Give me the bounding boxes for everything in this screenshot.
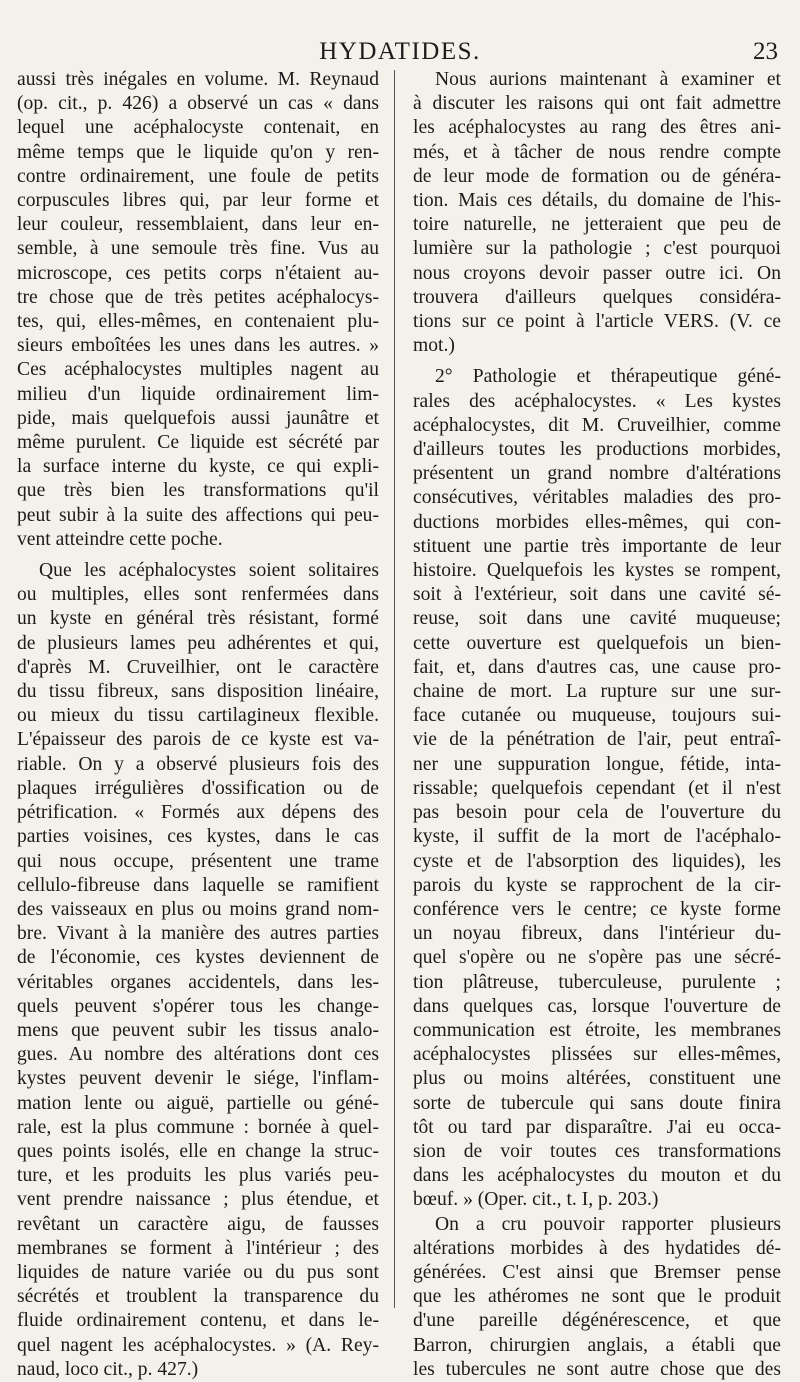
text-line: mens que peuvent subir les tissus analo- bbox=[17, 1019, 379, 1041]
text-line: dans les acéphalocystes du mouton et du bbox=[413, 1165, 781, 1187]
text-line: chaine de mort. La rupture sur une sur- bbox=[413, 681, 781, 703]
text-line: Barron, chirurgien anglais, a établi que bbox=[413, 1334, 781, 1356]
text-line: d'une pareille dégénérescence, et que bbox=[413, 1310, 781, 1332]
text-line: leur couleur, ressemblaient, dans leur en- bbox=[17, 214, 379, 236]
text-line: qui nous occupe, présentent une trame bbox=[17, 850, 379, 872]
text-line: peut subir à la suite des affections qui peu- bbox=[17, 504, 379, 526]
text-line: naud, loco cit., p. 427.) bbox=[17, 1358, 199, 1380]
text-line: altérations morbides à des hydatides dé- bbox=[413, 1237, 781, 1259]
text-line: ner une suppuration longue, fétide, inta- bbox=[413, 753, 781, 775]
text-line: fait, et, dans d'autres cas, une cause pro- bbox=[413, 656, 781, 678]
text-line: dans quelques cas, lorsque l'ouverture de bbox=[413, 995, 781, 1017]
text-line: plaques irrégulières d'ossification ou de bbox=[17, 777, 379, 799]
text-line: semble, à une semoule très fine. Vus au bbox=[17, 238, 379, 260]
text-line: d'après M. Cruveilhier, ont le caractère bbox=[17, 656, 379, 678]
text-line: la surface interne du kyste, ce qui expli- bbox=[17, 456, 379, 478]
text-line: kyste, il suffit de la mort de l'acéphalo- bbox=[413, 826, 781, 848]
text-line: du tissu fibreux, sans disposition linéaire, bbox=[17, 681, 379, 703]
text-line: d'ailleurs toutes les productions morbides, bbox=[413, 439, 781, 461]
text-line: microscope, ces petits corps n'étaient au- bbox=[17, 262, 379, 284]
text-line: tion plâtreuse, tuberculeuse, purulente ; bbox=[413, 971, 781, 993]
text-line: parties voisines, ces kystes, dans le cas bbox=[17, 826, 379, 848]
text-line: cellulo-fibreuse dans laquelle se ramifient bbox=[17, 874, 379, 896]
text-line: plus ou moins altérées, constituent une bbox=[413, 1068, 781, 1090]
text-line: milieu d'un liquide ordinairement lim- bbox=[17, 383, 379, 405]
text-line: vent prendre naissance ; plus étendue, et bbox=[17, 1189, 379, 1211]
column-divider bbox=[394, 70, 395, 1308]
text-line: de l'économie, ces kystes deviennent de bbox=[17, 947, 379, 969]
text-line: nous croyons devoir passer outre ici. On bbox=[413, 262, 781, 284]
text-line: des vaisseaux en plus ou moins grand nom- bbox=[17, 898, 379, 920]
text-line: lequel une acéphalocyste contenait, en bbox=[17, 117, 379, 139]
text-line: acéphalocystes, dit M. Cruveilhier, comme bbox=[413, 414, 781, 436]
text-line: corpuscules libres qui, par leur forme et bbox=[17, 190, 379, 212]
text-line: revêtant un caractère aigu, de fausses bbox=[17, 1213, 379, 1235]
text-line: sécrétés et troublent la transparence du bbox=[17, 1286, 379, 1308]
text-line: bœuf. » (Oper. cit., t. I, p. 203.) bbox=[413, 1189, 659, 1211]
text-line: parois du kyste se rapprochent de la cir- bbox=[413, 874, 781, 896]
text-line: rale, est la plus commune : bornée à quel- bbox=[17, 1116, 379, 1138]
text-line: face cutanée ou muqueuse, toujours sui- bbox=[413, 705, 781, 727]
text-line: ture, et les produits les plus variés peu- bbox=[17, 1165, 379, 1187]
text-line: tion. Mais ces détails, du domaine de l'his- bbox=[413, 190, 781, 212]
text-line: riable. On y a observé plusieurs fois des bbox=[17, 753, 379, 775]
text-line: que les athéromes ne sont que le produit bbox=[413, 1286, 781, 1308]
text-line: aussi très inégales en volume. M. Reynaud bbox=[17, 69, 379, 90]
text-line: même temps que le liquide qu'on y ren- bbox=[17, 141, 379, 163]
text-line: un kyste en général très résistant, formé bbox=[17, 608, 379, 630]
page-number: 23 bbox=[753, 38, 778, 65]
text-line: més, et à tâcher de nous rendre compte bbox=[413, 141, 781, 163]
text-line: pas besoin pour cela de l'ouverture du bbox=[413, 802, 781, 824]
text-line: fluide ordinairement contenu, et dans le- bbox=[17, 1310, 379, 1332]
text-line: de leur mode de formation ou de généra- bbox=[413, 165, 781, 187]
text-line: ou mieux du tissu cartilagineux flexible. bbox=[17, 705, 379, 727]
text-line: bre. Vivant à la manière des autres parties bbox=[17, 923, 379, 945]
text-line: gues. Au nombre des altérations dont ces bbox=[17, 1044, 379, 1066]
text-line: tes, qui, elles-mêmes, en contenaient plu- bbox=[17, 311, 379, 333]
text-line: trouvera d'ailleurs quelques considéra- bbox=[413, 286, 781, 308]
text-line: stituent une partie très importante de leur bbox=[413, 535, 781, 557]
text-line: reuse, soit dans une cavité muqueuse; bbox=[413, 608, 781, 630]
text-line: même purulent. Ce liquide est sécrété par bbox=[17, 432, 379, 454]
text-line: 2° Pathologie et thérapeutique géné- bbox=[435, 366, 781, 388]
right-column bbox=[413, 68, 781, 1382]
text-line: acéphalocystes plissées sur elles-mêmes, bbox=[413, 1044, 781, 1066]
text-line: ductions morbides elles-mêmes, qui con- bbox=[413, 511, 781, 533]
text-line: ques points isolés, elle en change la struc- bbox=[17, 1140, 379, 1162]
text-line: Ces acéphalocystes multiples nagent au bbox=[17, 359, 379, 381]
text-line: sion de voir toutes ces transformations bbox=[413, 1140, 781, 1162]
text-line: communication est étroite, les membranes bbox=[413, 1019, 781, 1041]
text-line: Que les acéphalocystes soient solitaires bbox=[39, 560, 379, 582]
left-column bbox=[17, 68, 379, 1382]
text-line: rales des acéphalocystes. « Les kystes bbox=[413, 390, 781, 412]
text-line: contre ordinairement, une foule de petits bbox=[17, 165, 379, 187]
text-line: lumière sur la pathologie ; c'est pourquoi bbox=[413, 238, 781, 260]
text-line: quels peuvent s'opérer tous les change- bbox=[17, 995, 379, 1017]
text-line: On a cru pouvoir rapporter plusieurs bbox=[435, 1213, 781, 1235]
text-line: tre chose que de très petites acéphalocys- bbox=[17, 286, 379, 308]
text-line: présentent un grand nombre d'altérations bbox=[413, 463, 781, 485]
text-line: générées. C'est ainsi que Bremser pense bbox=[413, 1261, 781, 1283]
text-line: (op. cit., p. 426) a observé un cas « dans bbox=[17, 93, 379, 115]
text-line: pide, mais quelquefois aussi jaunâtre et bbox=[17, 407, 379, 429]
text-line: les acéphalocystes au rang des êtres ani- bbox=[413, 117, 781, 139]
text-line: quel nagent les acéphalocystes. » (A. Rey- bbox=[17, 1334, 379, 1356]
text-line: mation lente ou aiguë, partielle ou géné- bbox=[17, 1092, 379, 1114]
text-line: que très bien les transformations qu'il bbox=[17, 480, 379, 502]
text-line: sorte de tubercule qui sans doute finira bbox=[413, 1092, 781, 1114]
text-line: pétrification. « Formés aux dépens des bbox=[17, 802, 379, 824]
text-line: ou multiples, elles sont renfermées dans bbox=[17, 584, 379, 606]
text-line: soit à l'extérieur, soit dans une cavité sé- bbox=[413, 584, 781, 606]
text-line: cette ouverture est quelquefois un bien- bbox=[413, 632, 781, 654]
text-line: tôt ou tard par disparaître. J'ai eu occa- bbox=[413, 1116, 781, 1138]
text-line: mot.) bbox=[413, 335, 455, 357]
text-line: à discuter les raisons qui ont fait admettre bbox=[413, 93, 781, 115]
text-line: tions sur ce point à l'article VERS. (V. ce bbox=[413, 311, 781, 333]
text-line: cyste et de l'absorption des liquides), les bbox=[413, 850, 781, 872]
text-line: Nous aurions maintenant à examiner et bbox=[435, 69, 781, 90]
text-line: rissable; quelquefois cependant (et il n'est bbox=[413, 777, 781, 799]
text-line: liquides de nature variée ou du pus sont bbox=[17, 1261, 379, 1283]
text-line: véritables organes accidentels, dans les- bbox=[17, 971, 379, 993]
text-line: consécutives, véritables maladies des pro- bbox=[413, 487, 781, 509]
text-line: toire naturelle, ne jetteraient que peu de bbox=[413, 214, 781, 236]
text-line: les tubercules ne sont autre chose que des bbox=[413, 1358, 781, 1380]
text-line: conférence vers le centre; ce kyste forme bbox=[413, 898, 781, 920]
text-line: vie de la pénétration de l'air, peut entraî- bbox=[413, 729, 781, 751]
text-line: quel s'opère ou ne s'opère pas une sécré- bbox=[413, 947, 781, 969]
text-line: histoire. Quelquefois les kystes se rompent, bbox=[413, 560, 781, 582]
text-line: sieurs emboîtées les unes dans les autres. » bbox=[17, 335, 379, 357]
text-line: un noyau fibreux, dans l'intérieur du- bbox=[413, 923, 781, 945]
text-line: membranes se forment à l'intérieur ; des bbox=[17, 1237, 379, 1259]
text-line: vent atteindre cette poche. bbox=[17, 528, 223, 550]
running-title: HYDATIDES. bbox=[319, 38, 481, 65]
text-line: L'épaisseur des parois de ce kyste est va- bbox=[17, 729, 379, 751]
text-line: kystes peuvent devenir le siége, l'inflam- bbox=[17, 1068, 379, 1090]
text-line: de plusieurs lames peu adhérentes et qui, bbox=[17, 632, 379, 654]
